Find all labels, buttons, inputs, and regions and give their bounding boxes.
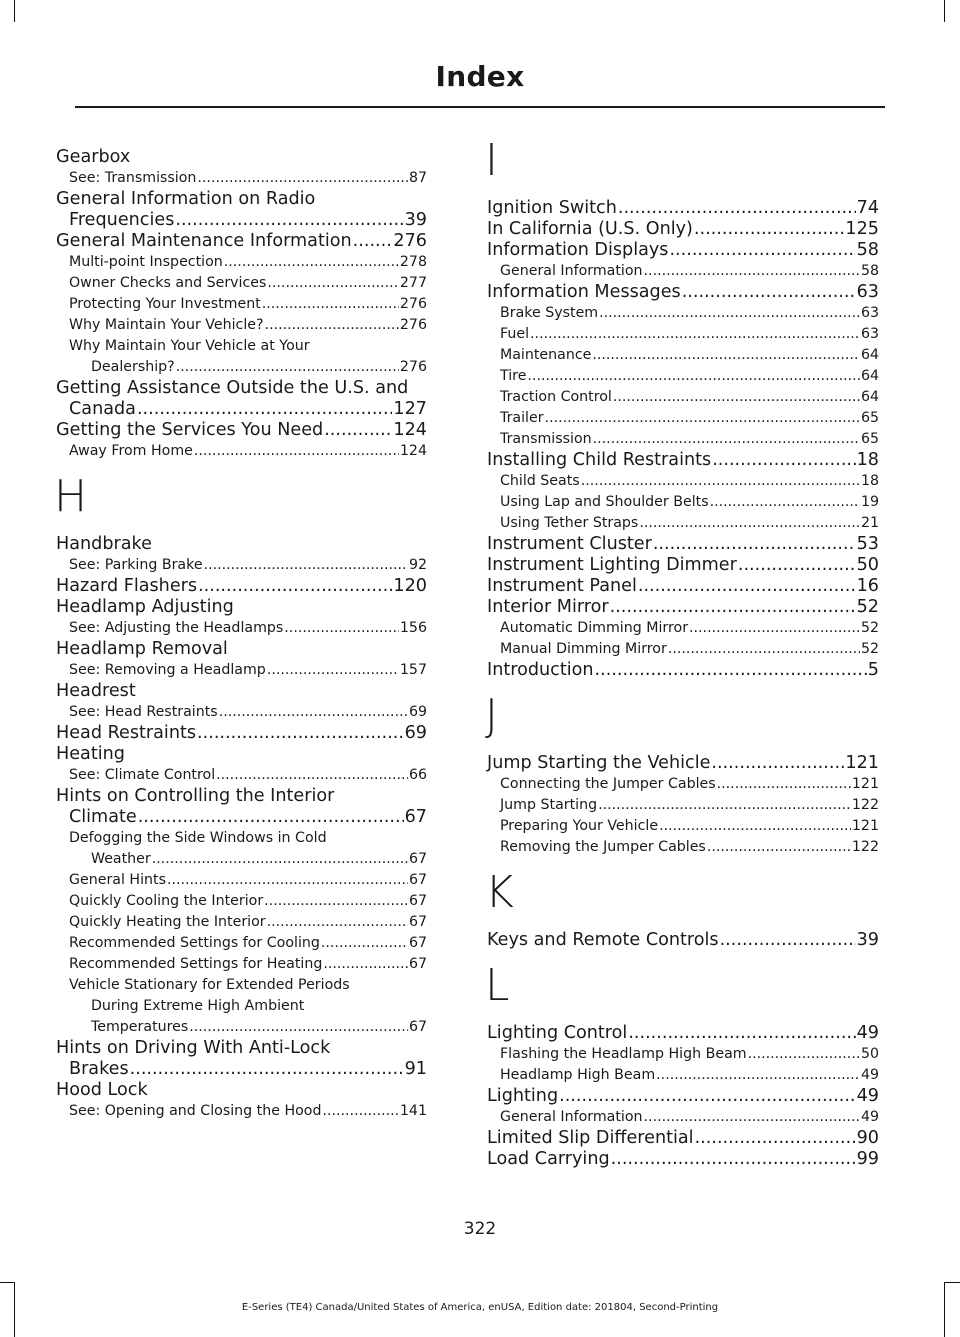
entry-label: Manual Dimming Mirror bbox=[500, 641, 667, 657]
dot-leader bbox=[669, 240, 855, 261]
entry-page-number: 121 bbox=[851, 818, 879, 834]
dot-leader bbox=[216, 765, 408, 786]
entry-page-number: 67 bbox=[408, 935, 427, 951]
entry-page-number: 277 bbox=[399, 275, 427, 291]
index-column-left bbox=[56, 147, 427, 1122]
dot-leader bbox=[130, 1059, 404, 1080]
dot-leader bbox=[712, 450, 855, 471]
entry-label: Brake System bbox=[500, 305, 599, 321]
index-entry[interactable] bbox=[487, 261, 879, 282]
index-entry[interactable] bbox=[487, 660, 879, 681]
dot-leader bbox=[595, 660, 867, 681]
entry-page-number: 58 bbox=[860, 263, 879, 279]
crop-mark-top-right bbox=[944, 0, 945, 22]
dot-leader bbox=[695, 1128, 856, 1149]
entry-page-number: 52 bbox=[860, 620, 879, 636]
index-entry[interactable] bbox=[487, 618, 879, 639]
dot-leader bbox=[204, 555, 408, 576]
index-entry[interactable] bbox=[56, 1101, 427, 1122]
crop-mark-bottom-left-h bbox=[0, 1282, 14, 1283]
dot-leader bbox=[559, 1086, 855, 1107]
dot-leader bbox=[653, 534, 856, 555]
entry-label: Recommended Settings for Cooling bbox=[69, 935, 320, 951]
index-entry[interactable] bbox=[56, 168, 427, 189]
entry-label: Transmission bbox=[500, 431, 592, 447]
dot-leader bbox=[682, 282, 856, 303]
entry-label: Limited Slip Differential bbox=[487, 1128, 694, 1148]
index-heading: Heating bbox=[56, 744, 125, 764]
entry-label: General Information bbox=[500, 263, 643, 279]
index-entry[interactable] bbox=[487, 1107, 879, 1128]
index-heading: Headlamp Adjusting bbox=[56, 597, 234, 617]
index-entry[interactable] bbox=[487, 429, 879, 450]
entry-label: Traction Control bbox=[500, 389, 612, 405]
entry-page-number: 67 bbox=[404, 807, 427, 827]
index-heading: Gearbox bbox=[56, 147, 131, 167]
dot-leader bbox=[265, 315, 399, 336]
dot-leader bbox=[262, 294, 399, 315]
index-entry[interactable] bbox=[56, 618, 427, 639]
index-entry[interactable] bbox=[56, 954, 427, 975]
entry-page-number: 19 bbox=[860, 494, 879, 510]
entry-page-number: 49 bbox=[856, 1023, 879, 1043]
entry-page-number: 124 bbox=[399, 443, 427, 459]
dot-leader bbox=[598, 795, 851, 816]
entry-label: Trailer bbox=[500, 410, 544, 426]
index-entry[interactable] bbox=[56, 555, 427, 576]
dot-leader bbox=[189, 1017, 408, 1038]
dot-leader bbox=[176, 357, 399, 378]
index-entry[interactable] bbox=[487, 408, 879, 429]
entry-label: Load Carrying bbox=[487, 1149, 610, 1169]
entry-label: Flashing the Headlamp High Beam bbox=[500, 1046, 747, 1062]
dot-leader bbox=[137, 399, 392, 420]
entry-page-number: 21 bbox=[860, 515, 879, 531]
entry-page-number: 121 bbox=[845, 753, 879, 773]
entry-label: Why Maintain Your Vehicle? bbox=[69, 317, 264, 333]
entry-page-number: 49 bbox=[860, 1067, 879, 1083]
entry-page-number: 50 bbox=[856, 555, 879, 575]
dot-leader bbox=[613, 387, 860, 408]
entry-page-number: 90 bbox=[856, 1128, 879, 1148]
dot-leader bbox=[545, 408, 860, 429]
index-entry[interactable] bbox=[487, 1023, 879, 1044]
index-entry[interactable] bbox=[487, 534, 879, 555]
entry-label: In California (U.S. Only) bbox=[487, 219, 693, 239]
entry-page-number: 64 bbox=[860, 347, 879, 363]
index-entry[interactable] bbox=[487, 1128, 879, 1149]
entry-page-number: 122 bbox=[851, 839, 879, 855]
dot-leader bbox=[639, 513, 860, 534]
section-letter: K bbox=[485, 867, 514, 918]
entry-label: See: Climate Control bbox=[69, 767, 216, 783]
entry-label: Head Restraints bbox=[56, 723, 197, 743]
index-entry[interactable] bbox=[56, 765, 427, 786]
dot-leader bbox=[611, 1149, 856, 1170]
dot-leader bbox=[323, 954, 408, 975]
entry-label: Using Lap and Shoulder Belts bbox=[500, 494, 709, 510]
dot-leader bbox=[638, 576, 856, 597]
entry-page-number: 5 bbox=[867, 660, 879, 680]
dot-leader bbox=[644, 1107, 860, 1128]
entry-page-number: 69 bbox=[404, 723, 427, 743]
index-entry[interactable] bbox=[56, 870, 427, 891]
entry-label: Preparing Your Vehicle bbox=[500, 818, 659, 834]
entry-label: Keys and Remote Controls bbox=[487, 930, 719, 950]
entry-label: General Hints bbox=[69, 872, 166, 888]
dot-leader bbox=[599, 303, 860, 324]
dot-leader bbox=[659, 816, 851, 837]
index-entry[interactable] bbox=[487, 597, 879, 618]
index-entry[interactable] bbox=[487, 753, 879, 774]
entry-label: Interior Mirror bbox=[487, 597, 609, 617]
index-entry[interactable] bbox=[56, 723, 427, 744]
index-entry[interactable] bbox=[487, 513, 879, 534]
dot-leader bbox=[198, 576, 392, 597]
dot-leader bbox=[710, 492, 860, 513]
page-title: Index bbox=[435, 60, 525, 93]
entry-page-number: 50 bbox=[860, 1046, 879, 1062]
dot-leader bbox=[267, 660, 399, 681]
entry-label: Owner Checks and Services bbox=[69, 275, 267, 291]
dot-leader bbox=[138, 807, 404, 828]
index-entry[interactable] bbox=[487, 492, 879, 513]
entry-page-number: 87 bbox=[408, 170, 427, 186]
index-entry[interactable] bbox=[487, 837, 879, 858]
entry-page-number: 276 bbox=[399, 359, 427, 375]
index-entry[interactable] bbox=[56, 891, 427, 912]
entry-label: See: Parking Brake bbox=[69, 557, 203, 573]
index-entry[interactable] bbox=[487, 366, 879, 387]
entry-page-number: 121 bbox=[851, 776, 879, 792]
dot-leader bbox=[581, 471, 860, 492]
index-entry[interactable] bbox=[56, 357, 427, 378]
entry-label: Child Seats bbox=[500, 473, 580, 489]
entry-label: Temperatures bbox=[91, 1019, 189, 1035]
dot-leader bbox=[720, 930, 856, 951]
dot-leader bbox=[748, 1044, 860, 1065]
entry-label: Removing the Jumper Cables bbox=[500, 839, 706, 855]
entry-label: Jump Starting bbox=[500, 797, 598, 813]
dot-leader bbox=[644, 261, 860, 282]
dot-leader bbox=[738, 555, 856, 576]
index-entry[interactable] bbox=[56, 441, 427, 462]
index-entry[interactable] bbox=[487, 282, 879, 303]
index-entry[interactable] bbox=[487, 219, 879, 240]
index-entry[interactable] bbox=[56, 1017, 427, 1038]
index-entry[interactable] bbox=[56, 912, 427, 933]
dot-leader bbox=[324, 420, 392, 441]
index-entry[interactable] bbox=[487, 324, 879, 345]
index-heading: Why Maintain Your Vehicle at Your bbox=[69, 338, 310, 354]
entry-page-number: 39 bbox=[856, 930, 879, 950]
entry-page-number: 52 bbox=[856, 597, 879, 617]
entry-page-number: 66 bbox=[408, 767, 427, 783]
entry-label: Protecting Your Investment bbox=[69, 296, 261, 312]
entry-label: Headlamp High Beam bbox=[500, 1067, 656, 1083]
entry-page-number: 53 bbox=[856, 534, 879, 554]
section-letter: I bbox=[485, 135, 498, 186]
dot-leader bbox=[224, 252, 399, 273]
dot-leader bbox=[527, 366, 860, 387]
index-heading: Getting Assistance Outside the U.S. and bbox=[56, 378, 409, 398]
entry-page-number: 49 bbox=[856, 1086, 879, 1106]
index-entry[interactable] bbox=[56, 807, 427, 828]
entry-page-number: 69 bbox=[408, 704, 427, 720]
entry-page-number: 276 bbox=[399, 317, 427, 333]
entry-label: Introduction bbox=[487, 660, 594, 680]
index-entry[interactable] bbox=[487, 1065, 879, 1086]
entry-label: Information Messages bbox=[487, 282, 681, 302]
entry-label: Getting the Services You Need bbox=[56, 420, 324, 440]
entry-page-number: 92 bbox=[408, 557, 427, 573]
index-entry[interactable] bbox=[487, 240, 879, 261]
index-entry[interactable] bbox=[56, 660, 427, 681]
entry-label: Ignition Switch bbox=[487, 198, 617, 218]
entry-page-number: 67 bbox=[408, 956, 427, 972]
entry-label: Tire bbox=[500, 368, 527, 384]
dot-leader bbox=[618, 198, 856, 219]
entry-label: Connecting the Jumper Cables bbox=[500, 776, 716, 792]
entry-page-number: 122 bbox=[851, 797, 879, 813]
entry-label: Brakes bbox=[69, 1059, 129, 1079]
dot-leader bbox=[194, 441, 399, 462]
index-entry[interactable] bbox=[56, 420, 427, 441]
entry-page-number: 157 bbox=[399, 662, 427, 678]
entry-label: Instrument Lighting Dimmer bbox=[487, 555, 737, 575]
entry-page-number: 156 bbox=[399, 620, 427, 636]
entry-label: Recommended Settings for Heating bbox=[69, 956, 323, 972]
entry-label: See: Removing a Headlamp bbox=[69, 662, 266, 678]
index-entry[interactable] bbox=[56, 210, 427, 231]
entry-page-number: 39 bbox=[404, 210, 427, 230]
section-letter: J bbox=[485, 690, 498, 741]
index-entry[interactable] bbox=[56, 849, 427, 870]
dot-leader bbox=[353, 231, 393, 252]
entry-label: Canada bbox=[69, 399, 136, 419]
entry-page-number: 91 bbox=[404, 1059, 427, 1079]
entry-label: Frequencies bbox=[69, 210, 175, 230]
entry-page-number: 74 bbox=[856, 198, 879, 218]
entry-page-number: 16 bbox=[856, 576, 879, 596]
entry-label: General Maintenance Information bbox=[56, 231, 352, 251]
index-entry[interactable] bbox=[487, 450, 879, 471]
entry-page-number: 63 bbox=[860, 305, 879, 321]
entry-label: Quickly Cooling the Interior bbox=[69, 893, 264, 909]
index-entry[interactable] bbox=[487, 471, 879, 492]
dot-leader bbox=[321, 933, 408, 954]
entry-page-number: 124 bbox=[393, 420, 427, 440]
dot-leader bbox=[668, 639, 860, 660]
dot-leader bbox=[284, 618, 399, 639]
entry-label: Lighting bbox=[487, 1086, 559, 1106]
dot-leader bbox=[694, 219, 844, 240]
dot-leader bbox=[152, 849, 408, 870]
index-entry[interactable] bbox=[56, 933, 427, 954]
entry-page-number: 18 bbox=[856, 450, 879, 470]
dot-leader bbox=[219, 702, 408, 723]
dot-leader bbox=[530, 324, 860, 345]
entry-page-number: 63 bbox=[856, 282, 879, 302]
index-entry[interactable] bbox=[56, 294, 427, 315]
entry-page-number: 276 bbox=[399, 296, 427, 312]
dot-leader bbox=[267, 273, 399, 294]
index-entry[interactable] bbox=[487, 816, 879, 837]
entry-label: Dealership? bbox=[91, 359, 175, 375]
entry-label: See: Head Restraints bbox=[69, 704, 218, 720]
index-heading: Headlamp Removal bbox=[56, 639, 228, 659]
index-entry[interactable] bbox=[56, 702, 427, 723]
entry-label: Instrument Panel bbox=[487, 576, 637, 596]
index-entry[interactable] bbox=[487, 387, 879, 408]
entry-page-number: 141 bbox=[399, 1103, 427, 1119]
entry-label: Multi-point Inspection bbox=[69, 254, 223, 270]
dot-leader bbox=[197, 723, 404, 744]
index-column-right bbox=[487, 136, 879, 1170]
index-entry[interactable] bbox=[487, 639, 879, 660]
entry-page-number: 18 bbox=[860, 473, 879, 489]
entry-page-number: 65 bbox=[860, 431, 879, 447]
index-entry[interactable] bbox=[487, 930, 879, 951]
index-entry[interactable] bbox=[487, 1149, 879, 1170]
entry-label: See: Transmission bbox=[69, 170, 197, 186]
dot-leader bbox=[610, 597, 856, 618]
index-entry[interactable] bbox=[56, 576, 427, 597]
entry-label: Jump Starting the Vehicle bbox=[487, 753, 711, 773]
index-entry[interactable] bbox=[487, 576, 879, 597]
entry-label: Instrument Cluster bbox=[487, 534, 652, 554]
entry-page-number: 99 bbox=[856, 1149, 879, 1169]
dot-leader bbox=[656, 1065, 860, 1086]
dot-leader bbox=[592, 345, 860, 366]
entry-label: See: Opening and Closing the Hood bbox=[69, 1103, 322, 1119]
entry-label: Hazard Flashers bbox=[56, 576, 198, 596]
entry-page-number: 120 bbox=[393, 576, 427, 596]
entry-page-number: 125 bbox=[845, 219, 879, 239]
entry-label: Lighting Control bbox=[487, 1023, 628, 1043]
header-divider bbox=[75, 106, 885, 108]
entry-label: Maintenance bbox=[500, 347, 592, 363]
entry-label: Fuel bbox=[500, 326, 530, 342]
entry-page-number: 67 bbox=[408, 914, 427, 930]
dot-leader bbox=[689, 618, 860, 639]
dot-leader bbox=[711, 753, 844, 774]
entry-page-number: 63 bbox=[860, 326, 879, 342]
entry-page-number: 67 bbox=[408, 893, 427, 909]
dot-leader bbox=[167, 870, 408, 891]
entry-page-number: 67 bbox=[408, 872, 427, 888]
entry-page-number: 67 bbox=[408, 851, 427, 867]
index-entry[interactable] bbox=[56, 315, 427, 336]
page-number: 322 bbox=[463, 1219, 497, 1239]
dot-leader bbox=[717, 774, 851, 795]
entry-label: Installing Child Restraints bbox=[487, 450, 712, 470]
index-entry[interactable] bbox=[487, 345, 879, 366]
entry-page-number: 127 bbox=[393, 399, 427, 419]
index-entry[interactable] bbox=[487, 1086, 879, 1107]
entry-page-number: 276 bbox=[393, 231, 427, 251]
entry-page-number: 58 bbox=[856, 240, 879, 260]
dot-leader bbox=[197, 168, 408, 189]
entry-page-number: 49 bbox=[860, 1109, 879, 1125]
entry-label: Weather bbox=[91, 851, 151, 867]
index-entry[interactable] bbox=[56, 273, 427, 294]
dot-leader bbox=[707, 837, 851, 858]
entry-label: Climate bbox=[69, 807, 137, 827]
index-entry[interactable] bbox=[56, 231, 427, 252]
dot-leader bbox=[593, 429, 860, 450]
index-entry[interactable] bbox=[487, 795, 879, 816]
section-letter: L bbox=[485, 960, 510, 1011]
index-entry[interactable] bbox=[487, 555, 879, 576]
dot-leader bbox=[323, 1101, 399, 1122]
entry-label: Information Displays bbox=[487, 240, 669, 260]
crop-mark-bottom-right-h bbox=[944, 1282, 960, 1283]
index-heading: Vehicle Stationary for Extended Periods bbox=[69, 977, 350, 993]
dot-leader bbox=[267, 912, 408, 933]
index-heading: Hood Lock bbox=[56, 1080, 148, 1100]
entry-label: Using Tether Straps bbox=[500, 515, 639, 531]
entry-page-number: 52 bbox=[860, 641, 879, 657]
entry-label: Quickly Heating the Interior bbox=[69, 914, 266, 930]
index-heading: General Information on Radio bbox=[56, 189, 316, 209]
index-entry[interactable] bbox=[487, 198, 879, 219]
index-entry[interactable] bbox=[487, 1044, 879, 1065]
index-entry[interactable] bbox=[487, 774, 879, 795]
index-heading: Hints on Driving With Anti-Lock bbox=[56, 1038, 331, 1058]
entry-page-number: 64 bbox=[860, 368, 879, 384]
dot-leader bbox=[264, 891, 408, 912]
entry-page-number: 65 bbox=[860, 410, 879, 426]
index-heading: During Extreme High Ambient bbox=[91, 998, 305, 1014]
entry-label: See: Adjusting the Headlamps bbox=[69, 620, 284, 636]
crop-mark-top-left bbox=[14, 0, 15, 22]
entry-page-number: 67 bbox=[408, 1019, 427, 1035]
section-letter: H bbox=[54, 471, 88, 522]
entry-page-number: 64 bbox=[860, 389, 879, 405]
index-heading: Hints on Controlling the Interior bbox=[56, 786, 335, 806]
index-entry[interactable] bbox=[56, 399, 427, 420]
edition-footer: E-Series (TE4) Canada/United States of America, enUSA, Edition date: 201804, Second-Printing bbox=[241, 1302, 719, 1313]
index-heading: Defogging the Side Windows in Cold bbox=[69, 830, 327, 846]
dot-leader bbox=[628, 1023, 855, 1044]
entry-label: General Information bbox=[500, 1109, 643, 1125]
index-entry[interactable] bbox=[56, 1059, 427, 1080]
entry-page-number: 278 bbox=[399, 254, 427, 270]
index-heading: Handbrake bbox=[56, 534, 152, 554]
index-heading: Headrest bbox=[56, 681, 136, 701]
entry-label: Away From Home bbox=[69, 443, 193, 459]
entry-label: Automatic Dimming Mirror bbox=[500, 620, 689, 636]
index-entry[interactable] bbox=[487, 303, 879, 324]
index-entry[interactable] bbox=[56, 252, 427, 273]
dot-leader bbox=[175, 210, 403, 231]
